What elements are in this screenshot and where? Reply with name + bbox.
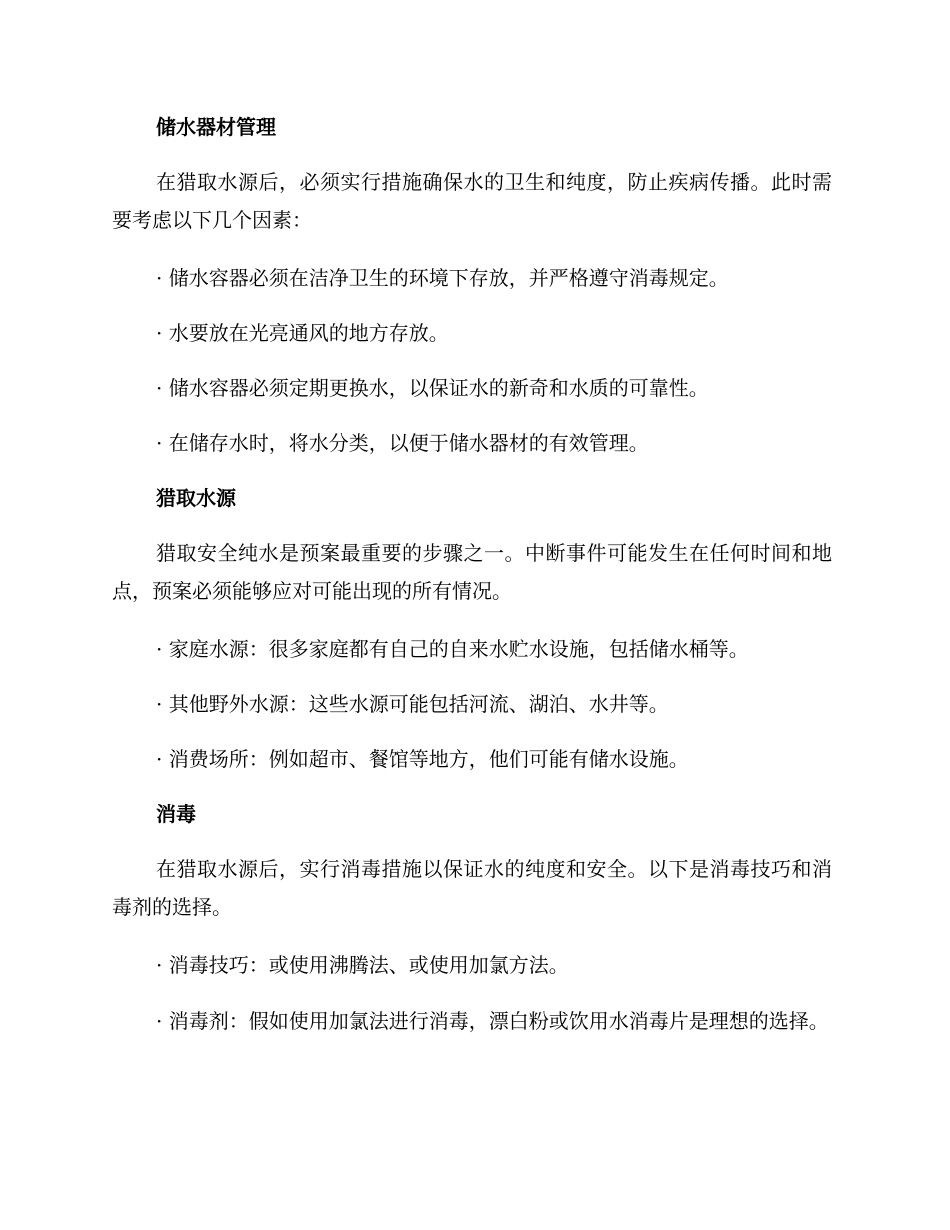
section-heading: 消毒 xyxy=(156,802,196,826)
bullet-item: · 水要放在光亮通风的地方存放。 xyxy=(156,321,449,345)
bullet-item: · 消毒技巧：或使用沸腾法、或使用加氯方法。 xyxy=(156,953,569,977)
bullet-item: · 消毒剂：假如使用加氯法进行消毒，漂白粉或饮用水消毒片是理想的选择。 xyxy=(156,1009,829,1033)
bullet-item: · 其他野外水源：这些水源可能包括河流、湖泊、水井等。 xyxy=(156,692,669,716)
bullet-item: · 储水容器必须定期更换水，以保证水的新奇和水质的可靠性。 xyxy=(156,376,709,400)
section-heading: 储水器材管理 xyxy=(156,115,276,139)
bullet-item: · 在储存水时，将水分类，以便于储水器材的有效管理。 xyxy=(156,431,649,455)
bullet-item: · 家庭水源：很多家庭都有自己的自来水贮水设施，包括储水桶等。 xyxy=(156,637,749,661)
bullet-item: · 消费场所：例如超市、餐馆等地方，他们可能有储水设施。 xyxy=(156,747,689,771)
paragraph: 猎取安全纯水是预案最重要的步骤之一。中断事件可能发生在任何时间和地点，预案必须能够应对可能出现的所有情况。 xyxy=(112,541,832,603)
section-heading: 猎取水源 xyxy=(156,486,236,510)
paragraph: 在猎取水源后，必须实行措施确保水的卫生和纯度，防止疾病传播。此时需要考虑以下几个因素： xyxy=(112,170,832,232)
bullet-item: · 储水容器必须在洁净卫生的环境下存放，并严格遵守消毒规定。 xyxy=(156,266,729,290)
paragraph: 在猎取水源后，实行消毒措施以保证水的纯度和安全。以下是消毒技巧和消毒剂的选择。 xyxy=(112,857,832,919)
